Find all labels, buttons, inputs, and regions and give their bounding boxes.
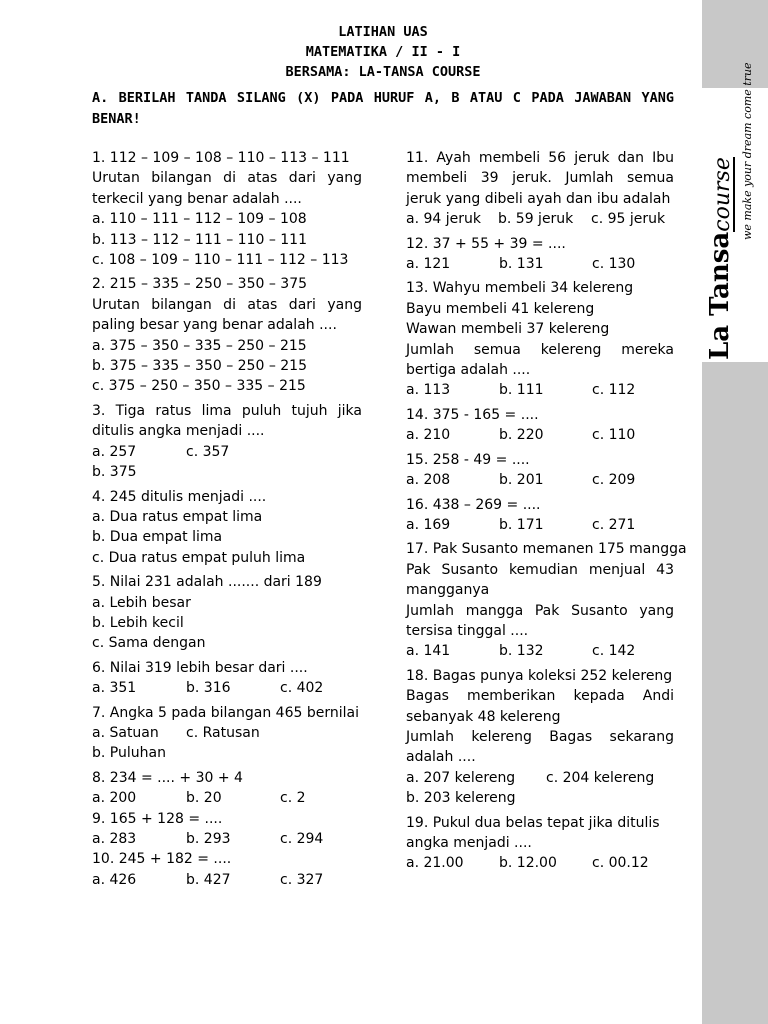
options-row — [406, 515, 674, 535]
option-a[interactable]: a. 208 — [406, 472, 451, 489]
question-9 — [92, 809, 362, 850]
question-text: 7. Angka 5 pada bilangan 465 bernilai — [92, 704, 359, 721]
option-a[interactable]: a. 207 kelereng — [406, 769, 516, 786]
option-a[interactable]: a. Satuan — [92, 724, 159, 741]
option-b[interactable]: b. Puluhan — [92, 745, 166, 762]
questions-right-column — [406, 148, 687, 878]
options-row — [406, 641, 674, 661]
option-a[interactable]: a. 110 – 111 – 112 – 109 – 108 — [92, 211, 307, 228]
option-a[interactable]: a. 283 — [92, 831, 137, 847]
question-text: 1. 112 – 109 – 108 – 110 – 113 – 111 — [92, 150, 350, 166]
question-text: ditulis angka menjadi .... — [92, 423, 265, 440]
option-b[interactable]: b. 20 — [186, 790, 222, 807]
option-b[interactable]: b. 113 – 112 – 111 – 110 – 111 — [92, 231, 307, 248]
option-a[interactable]: a. 141 — [406, 643, 451, 660]
question-text: Bayu membeli 41 kelereng — [406, 300, 595, 317]
la-tansa-logo — [705, 62, 765, 360]
option-a[interactable]: a. 210 — [406, 427, 451, 444]
question-text: jeruk yang dibeli ayah dan ibu adalah — [406, 190, 671, 207]
question-text: 12. 37 + 55 + 39 = .... — [406, 235, 566, 252]
question-text: Bagas memberikan kepada Andi — [406, 688, 674, 705]
header-subject: MATEMATIKA / II - I — [305, 44, 461, 60]
question-text: Jumlah semua kelereng mereka — [406, 341, 674, 358]
question-4 — [92, 487, 362, 569]
question-text: Pak Susanto kemudian menjual 43 — [406, 561, 674, 578]
option-c[interactable]: c. 142 — [592, 643, 636, 660]
option-c[interactable]: c. 294 — [280, 831, 324, 847]
question-6 — [92, 658, 362, 699]
questions-left-column — [92, 148, 362, 894]
question-text: tersisa tinggal .... — [406, 622, 529, 639]
option-a[interactable]: a. 21.00 — [406, 855, 464, 872]
logo-brand: La Tansa — [705, 231, 735, 360]
logo-tagline: we make your dream come true — [741, 62, 754, 240]
question-text: angka menjadi .... — [406, 835, 532, 851]
option-c[interactable]: c. 204 kelereng — [546, 769, 655, 786]
question-12 — [406, 234, 674, 275]
option-b[interactable]: b. 171 — [499, 516, 544, 533]
option-a[interactable]: a. 121 — [406, 256, 451, 273]
option-a[interactable]: a. 169 — [406, 516, 451, 533]
option-a[interactable]: a. 94 jeruk — [406, 211, 481, 228]
option-c[interactable]: c. 95 jeruk — [591, 211, 666, 228]
option-b[interactable]: b. 111 — [499, 382, 544, 399]
options-row — [92, 829, 362, 849]
option-b[interactable]: b. 375 — [92, 464, 137, 481]
question-text: 3. Tiga ratus lima puluh tujuh jika — [92, 402, 362, 419]
option-b[interactable]: b. 131 — [499, 256, 544, 273]
question-text: 17. Pak Susanto memanen 175 mangga — [406, 541, 687, 558]
question-1 — [92, 148, 362, 270]
option-c[interactable]: c. 00.12 — [592, 855, 649, 872]
question-text: Wawan membeli 37 kelereng — [406, 321, 610, 338]
option-c[interactable]: c. 108 – 109 – 110 – 111 – 112 – 113 — [92, 252, 349, 269]
question-17 — [406, 539, 687, 661]
option-b[interactable]: b. 293 — [186, 831, 231, 847]
question-8 — [92, 768, 362, 809]
question-2 — [92, 274, 362, 396]
question-13 — [406, 278, 674, 400]
options-row — [406, 470, 674, 490]
question-text: 10. 245 + 182 = .... — [92, 851, 232, 868]
sidebar-bottom-panel — [702, 362, 768, 1024]
question-15 — [406, 450, 674, 491]
options-row — [406, 254, 674, 274]
question-11 — [406, 148, 674, 230]
question-text: mangganya — [406, 582, 490, 599]
options-row — [92, 723, 362, 743]
question-text: 6. Nilai 319 lebih besar dari .... — [92, 659, 308, 676]
sidebar-top-panel — [702, 0, 768, 88]
options-row — [92, 442, 362, 462]
question-text: 11. Ayah membeli 56 jeruk dan Ibu — [406, 150, 674, 166]
question-text: Urutan bilangan di atas dari yang — [92, 296, 362, 313]
option-c[interactable]: c. 2 — [280, 790, 306, 807]
option-b[interactable]: b. 375 – 335 – 350 – 250 – 215 — [92, 358, 307, 375]
option-a[interactable]: a. 426 — [92, 871, 137, 888]
option-c[interactable]: c. 112 — [592, 382, 636, 399]
question-text: paling besar yang benar adalah .... — [92, 317, 337, 334]
header-title: LATIHAN UAS — [338, 24, 428, 40]
question-text: Jumlah mangga Pak Susanto yang — [406, 602, 674, 619]
page-header — [92, 22, 674, 82]
question-text: 8. 234 = .... + 30 + 4 — [92, 769, 243, 786]
option-a[interactable]: a. 257 — [92, 443, 137, 460]
options-row — [406, 853, 674, 873]
question-text: 14. 375 - 165 = .... — [406, 406, 539, 423]
question-text: membeli 39 jeruk. Jumlah semua — [406, 170, 674, 187]
question-text: adalah .... — [406, 749, 476, 766]
question-text: 9. 165 + 128 = .... — [92, 810, 223, 827]
question-text: 5. Nilai 231 adalah ....... dari 189 — [92, 574, 322, 591]
question-5 — [92, 572, 362, 654]
options-row — [406, 209, 674, 229]
option-a[interactable]: a. 375 – 350 – 335 – 250 – 215 — [92, 337, 307, 354]
option-a[interactable]: a. Lebih besar — [92, 594, 191, 611]
question-text: 2. 215 – 335 – 250 – 350 – 375 — [92, 276, 308, 293]
question-14 — [406, 405, 674, 446]
option-b[interactable]: b. 316 — [186, 680, 231, 697]
header-provider: BERSAMA: LA-TANSA COURSE — [285, 64, 481, 80]
option-c[interactable]: c. 375 – 250 – 350 – 335 – 215 — [92, 378, 306, 395]
logo-word: course — [710, 157, 735, 232]
question-7 — [92, 703, 362, 764]
question-text: Urutan bilangan di atas dari yang — [92, 170, 362, 187]
question-19 — [406, 813, 674, 874]
options-row — [406, 425, 674, 445]
option-a[interactable]: a. 351 — [92, 680, 137, 697]
question-text: sebanyak 48 kelereng — [406, 708, 561, 725]
option-c[interactable]: c. 402 — [280, 680, 324, 697]
option-c[interactable]: c. Sama dengan — [92, 635, 206, 652]
option-b[interactable]: b. 427 — [186, 871, 231, 888]
question-text: 16. 438 – 269 = .... — [406, 496, 541, 513]
option-a[interactable]: a. 113 — [406, 382, 451, 399]
question-text: 18. Bagas punya koleksi 252 kelereng — [406, 667, 673, 684]
options-row — [406, 768, 674, 788]
options-row — [406, 380, 674, 400]
options-row — [92, 678, 362, 698]
question-10 — [92, 849, 362, 890]
question-3 — [92, 401, 362, 483]
option-b[interactable]: b. 59 jeruk — [498, 211, 574, 228]
question-text: 19. Pukul dua belas tepat jika ditulis — [406, 814, 660, 831]
options-row — [92, 870, 362, 890]
option-b[interactable]: b. Dua empat lima — [92, 529, 223, 546]
option-c[interactable]: c. 130 — [592, 256, 636, 273]
question-text: terkecil yang benar adalah .... — [92, 190, 302, 207]
option-b[interactable]: b. Lebih kecil — [92, 614, 184, 631]
question-18 — [406, 666, 674, 809]
option-b[interactable]: b. 132 — [499, 643, 544, 660]
question-text: Jumlah kelereng Bagas sekarang — [406, 728, 674, 745]
option-a[interactable]: a. Dua ratus empat lima — [92, 508, 263, 525]
question-text: 15. 258 - 49 = .... — [406, 451, 530, 468]
question-text: 4. 245 ditulis menjadi .... — [92, 488, 267, 505]
option-c[interactable]: c. Dua ratus empat puluh lima — [92, 549, 306, 566]
option-c[interactable]: c. 271 — [592, 516, 636, 533]
option-b[interactable]: b. 220 — [499, 427, 544, 444]
instruction-text: A. BERILAH TANDA SILANG (X) PADA HURUF A, B ATAU C PADA JAWABAN YANG BENAR! — [92, 90, 674, 127]
option-c[interactable]: c. Ratusan — [186, 724, 260, 741]
question-text: 13. Wahyu membeli 34 kelereng — [406, 280, 634, 297]
option-b[interactable]: b. 203 kelereng — [406, 790, 516, 807]
option-c[interactable]: c. 357 — [186, 443, 230, 460]
question-text: bertiga adalah .... — [406, 362, 531, 379]
option-a[interactable]: a. 200 — [92, 790, 137, 807]
option-b[interactable]: b. 12.00 — [499, 855, 557, 872]
question-16 — [406, 495, 674, 536]
option-c[interactable]: c. 209 — [592, 472, 636, 489]
options-row — [92, 788, 362, 808]
option-b[interactable]: b. 201 — [499, 472, 544, 489]
option-c[interactable]: c. 110 — [592, 427, 636, 444]
option-c[interactable]: c. 327 — [280, 871, 324, 888]
